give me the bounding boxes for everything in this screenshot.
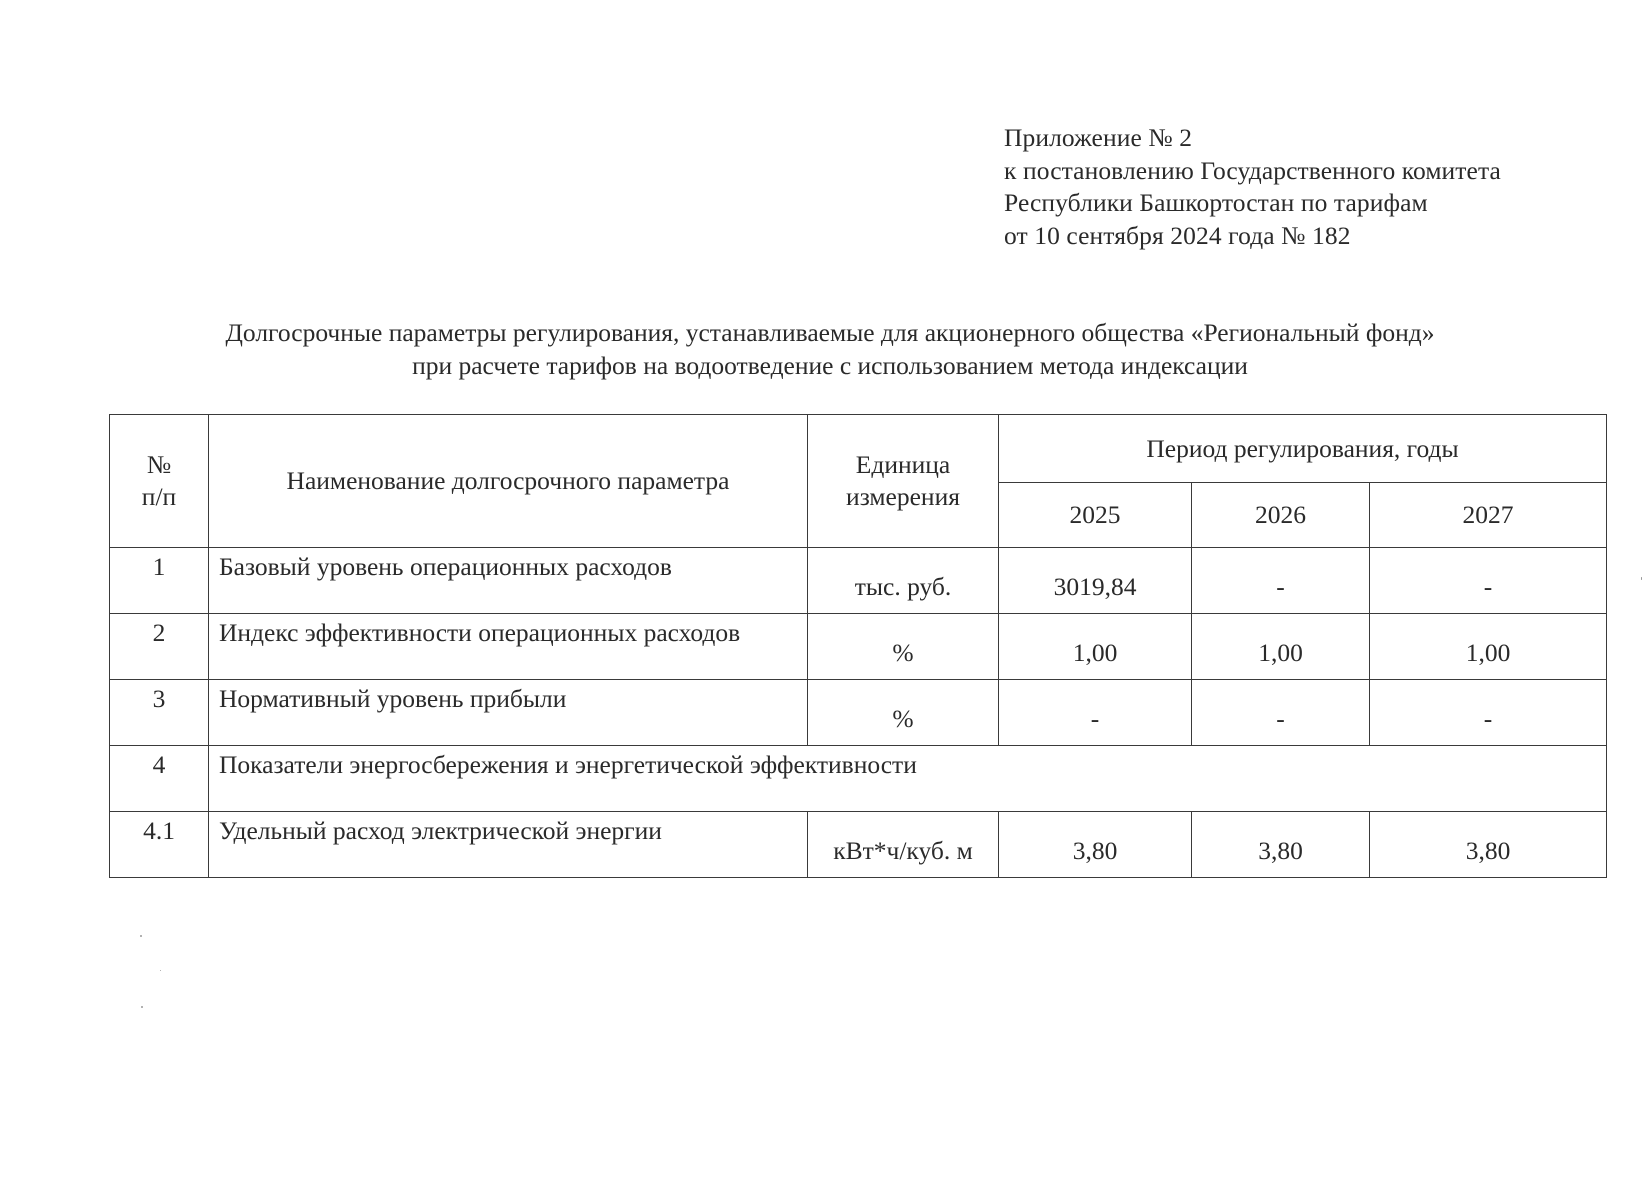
table-row bbox=[110, 614, 1607, 680]
header-year: 2027 bbox=[1370, 483, 1607, 548]
table-row-section bbox=[110, 746, 1607, 812]
header-number bbox=[110, 415, 209, 548]
scan-speck bbox=[1641, 577, 1642, 580]
table-header-row bbox=[110, 415, 1607, 483]
document-title-line-2: при расчете тарифов на водоотведение с использованием метода индексации bbox=[412, 351, 1248, 380]
row-number: 3 bbox=[110, 680, 209, 746]
row-value: - bbox=[999, 680, 1192, 746]
header-number-abbrev: п/п bbox=[141, 482, 177, 511]
scan-speck bbox=[141, 1006, 143, 1008]
parameters-table bbox=[109, 414, 1607, 878]
row-unit: кВт*ч/куб. м bbox=[808, 812, 999, 878]
row-unit: % bbox=[808, 614, 999, 680]
row-value: - bbox=[1370, 548, 1607, 614]
table-row bbox=[110, 812, 1607, 878]
appendix-number: Приложение № 2 bbox=[1004, 123, 1193, 152]
row-value: 3,80 bbox=[999, 812, 1192, 878]
row-value: 3,80 bbox=[1192, 812, 1370, 878]
row-value: 3,80 bbox=[1370, 812, 1607, 878]
row-number: 4 bbox=[110, 746, 209, 812]
row-value: 1,00 bbox=[1370, 614, 1607, 680]
row-number: 4.1 bbox=[110, 812, 209, 878]
row-number: 1 bbox=[110, 548, 209, 614]
table-row bbox=[110, 548, 1607, 614]
row-parameter-name: Удельный расход электрической энергии bbox=[209, 812, 808, 878]
row-unit: тыс. руб. bbox=[808, 548, 999, 614]
header-unit bbox=[808, 415, 999, 548]
row-value: 1,00 bbox=[999, 614, 1192, 680]
row-unit: % bbox=[808, 680, 999, 746]
row-section-name: Показатели энергосбережения и энергетической эффективности bbox=[209, 746, 1607, 812]
row-parameter-name: Базовый уровень операционных расходов bbox=[209, 548, 808, 614]
header-parameter-name: Наименование долгосрочного параметра bbox=[209, 415, 808, 548]
header-year: 2026 bbox=[1192, 483, 1370, 548]
header-number-symbol: № bbox=[146, 450, 172, 479]
header-unit-line-1: Единица bbox=[855, 450, 951, 479]
row-value: 3019,84 bbox=[999, 548, 1192, 614]
row-number: 2 bbox=[110, 614, 209, 680]
document-title-line-1: Долгосрочные параметры регулирования, устанавливаемые для акционерного общества «Региональный фонд» bbox=[225, 318, 1435, 347]
row-parameter-name: Нормативный уровень прибыли bbox=[209, 680, 808, 746]
scan-speck bbox=[160, 970, 161, 971]
document-title bbox=[120, 316, 1540, 382]
row-value: - bbox=[1370, 680, 1607, 746]
row-value: - bbox=[1192, 680, 1370, 746]
row-value: - bbox=[1192, 548, 1370, 614]
appendix-block bbox=[1004, 122, 1501, 252]
header-period: Период регулирования, годы bbox=[999, 415, 1607, 483]
row-parameter-name: Индекс эффективности операционных расходов bbox=[209, 614, 808, 680]
appendix-resolution-line: к постановлению Государственного комитета bbox=[1004, 155, 1501, 185]
row-value: 1,00 bbox=[1192, 614, 1370, 680]
appendix-date-line: от 10 сентября 2024 года № 182 bbox=[1004, 220, 1351, 250]
appendix-authority-line: Республики Башкортостан по тарифам bbox=[1004, 188, 1428, 217]
scan-speck bbox=[140, 935, 142, 937]
header-unit-line-2: измерения bbox=[846, 482, 960, 511]
table-row bbox=[110, 680, 1607, 746]
header-year: 2025 bbox=[999, 483, 1192, 548]
